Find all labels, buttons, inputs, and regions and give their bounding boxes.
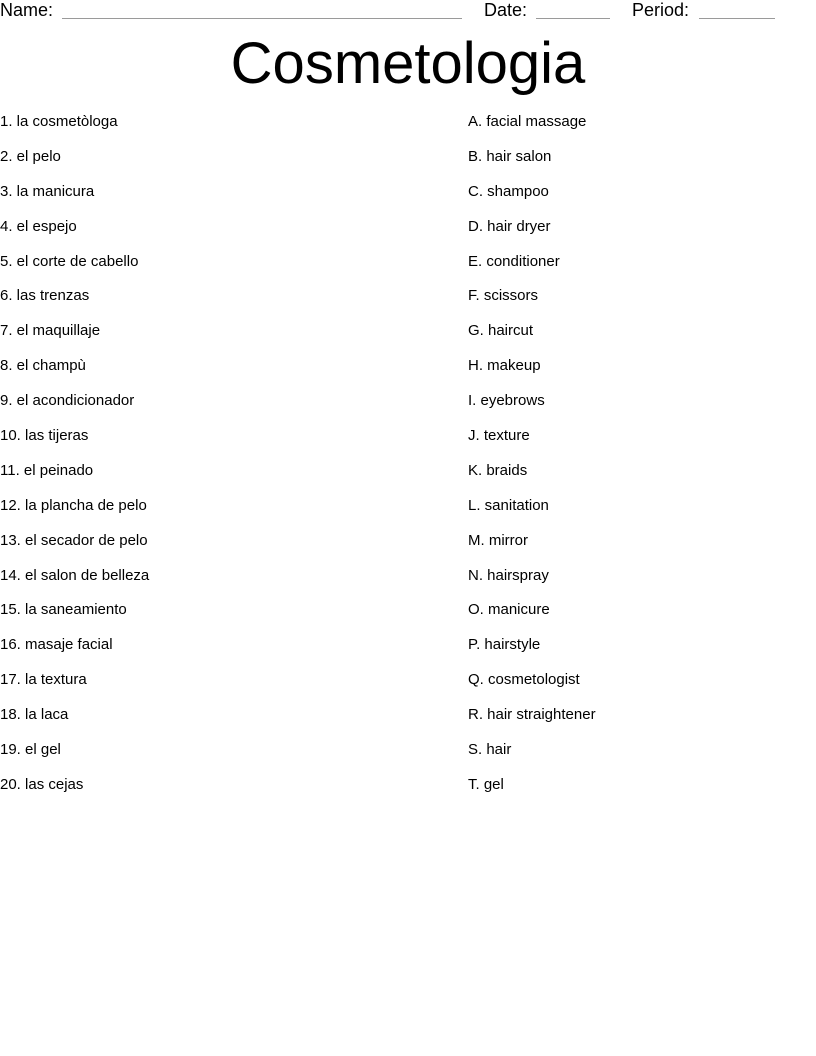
- definition-item: N. hairspray: [468, 566, 549, 584]
- definition-item: L. sanitation: [468, 496, 549, 514]
- term-item: 10. las tijeras: [0, 427, 89, 445]
- term-item: 14. el salon de belleza: [0, 566, 150, 584]
- term-item: 8. el champù: [0, 357, 86, 375]
- terms-list: [0, 112, 440, 810]
- definition-item: Q. cosmetologist: [468, 671, 580, 689]
- definition-item: R. hair straightener: [468, 706, 596, 724]
- date-blank[interactable]: [536, 18, 610, 19]
- definition-item: A. facial massage: [468, 113, 587, 130]
- term-item: 3. la manicura: [0, 182, 95, 200]
- term-item: 1. la cosmetòloga: [0, 113, 118, 130]
- term-item: 16. masaje facial: [0, 636, 113, 654]
- term-item: 18. la laca: [0, 706, 69, 724]
- term-item: 5. el corte de cabello: [0, 252, 139, 270]
- definition-item: P. hairstyle: [468, 636, 541, 654]
- definition-item: O. manicure: [468, 601, 550, 619]
- definitions-list: [468, 112, 808, 810]
- definition-item: J. texture: [468, 427, 530, 445]
- period-label: Period:: [632, 0, 690, 20]
- definition-item: T. gel: [468, 775, 504, 793]
- definition-item: F. scissors: [468, 287, 539, 305]
- term-item: 7. el maquillaje: [0, 322, 101, 340]
- term-item: 9. el acondicionador: [0, 392, 135, 410]
- name-label: Name:: [0, 0, 54, 20]
- term-item: 20. las cejas: [0, 775, 84, 793]
- page-title: Cosmetologia: [230, 31, 586, 96]
- term-item: 15. la saneamiento: [0, 601, 127, 619]
- term-item: 19. el gel: [0, 741, 61, 759]
- period-blank[interactable]: [699, 18, 775, 19]
- term-item: 2. el pelo: [0, 147, 61, 165]
- definition-item: H. makeup: [468, 357, 541, 375]
- term-item: 17. la textura: [0, 671, 87, 689]
- name-blank[interactable]: [62, 18, 462, 19]
- term-item: 12. la plancha de pelo: [0, 496, 147, 514]
- definition-item: G. haircut: [468, 322, 534, 340]
- definition-item: C. shampoo: [468, 182, 549, 200]
- definition-item: D. hair dryer: [468, 217, 551, 235]
- definition-item: M. mirror: [468, 531, 528, 549]
- definition-item: S. hair: [468, 741, 512, 759]
- term-item: 4. el espejo: [0, 217, 77, 235]
- term-item: 6. las trenzas: [0, 287, 90, 305]
- definition-item: I. eyebrows: [468, 392, 545, 410]
- definition-item: K. braids: [468, 461, 528, 479]
- term-item: 13. el secador de pelo: [0, 531, 148, 549]
- term-item: 11. el peinado: [0, 461, 94, 479]
- definition-item: B. hair salon: [468, 147, 552, 165]
- worksheet-header: [0, 0, 816, 24]
- definition-item: E. conditioner: [468, 252, 560, 270]
- date-label: Date:: [484, 0, 528, 20]
